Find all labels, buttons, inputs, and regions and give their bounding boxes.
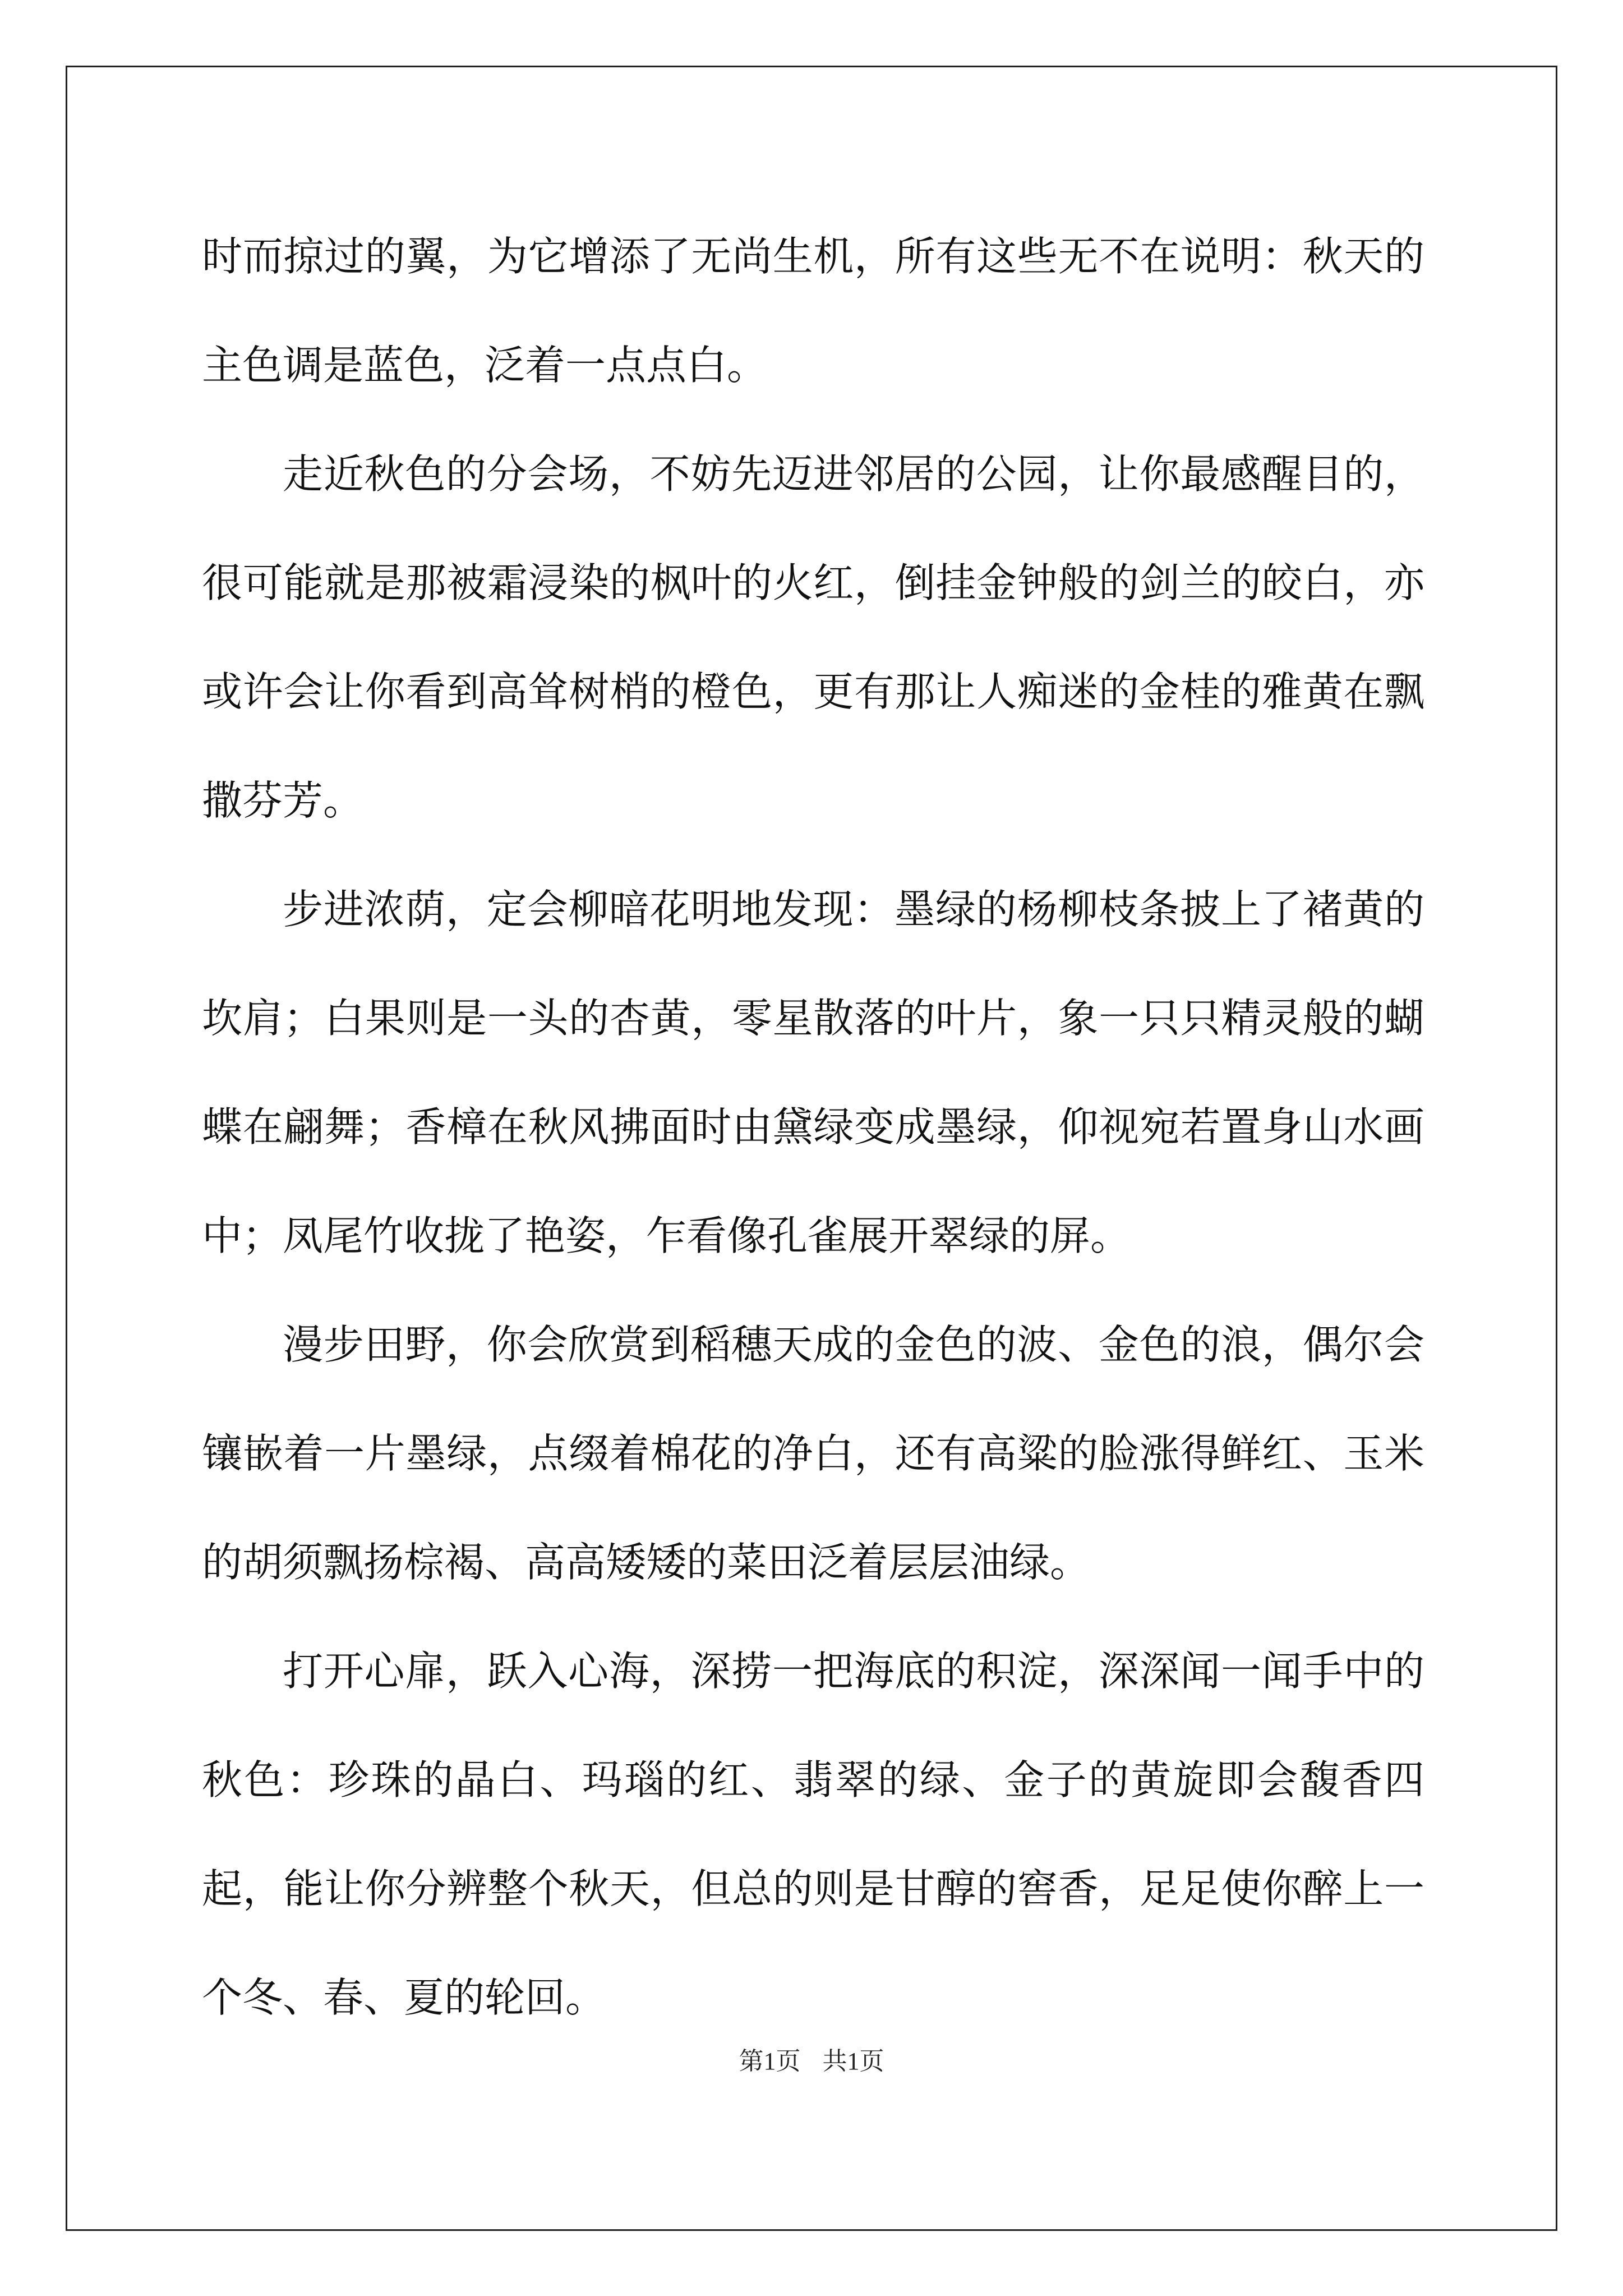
paragraph-2: 走近秋色的分会场，不妨先迈进邻居的公园，让你最感醒目的，很可能就是那被霜浸染的枫叶的火红，倒挂金钟般的剑兰的皎白，亦或许会让你看到高耸树梢的橙色，更有那让人痴迷的金桂的雅黄在飘撒芬芳。 [202,450,1424,824]
page-footer [0,2041,1623,2077]
paragraph-3: 步进浓荫，定会柳暗花明地发现：墨绿的杨柳枝条披上了褚黄的坎肩；白果则是一头的杏黄，零星散落的叶片，象一只只精灵般的蝴蝶在翩舞；香樟在秋风拂面时由黛绿变成墨绿，仰视宛若置身山水画中；凤尾竹收拢了艳姿，乍看像孔雀展开翠绿的屏。 [202,886,1424,1259]
paragraph-5: 打开心扉，跃入心海，深捞一把海底的积淀，深深闻一闻手中的秋色：珍珠的晶白、玛瑙的红、翡翠的绿、金子的黄旋即会馥香四起，能让你分辨整个秋天，但总的则是甘醇的窖香，足足使你醉上一个冬、春、夏的轮回。 [202,1648,1424,2021]
page-number-total: 共1页 [822,2047,884,2075]
document-body [202,202,1424,2052]
paragraph-4: 漫步田野，你会欣赏到稻穗天成的金色的波、金色的浪，偶尔会镶嵌着一片墨绿，点缀着棉花的净白，还有高粱的脸涨得鲜红、玉米的胡须飘扬棕褐、高高矮矮的菜田泛着层层油绿。 [202,1321,1424,1586]
paragraph-1: 时而掠过的翼，为它增添了无尚生机，所有这些无不在说明：秋天的主色调是蓝色，泛着一点点白。 [202,233,1424,389]
page-number-current: 第1页 [739,2047,801,2075]
